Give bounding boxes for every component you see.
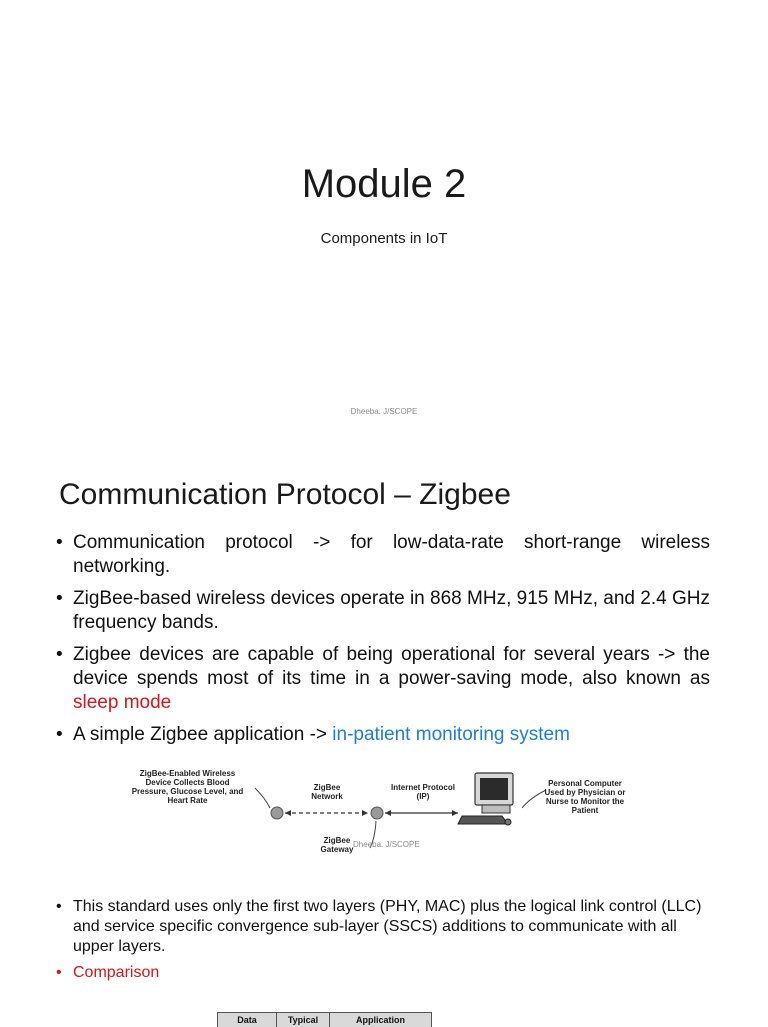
highlight-text: sleep mode (73, 692, 172, 713)
zigbee-slide (0, 432, 768, 1024)
slide-title: Communication Protocol – Zigbee (59, 478, 511, 511)
title-slide (0, 0, 768, 432)
bullet-text: This standard uses only the first two layers (PHY, MAC) plus the logical link control (LLC) and service specific convergence sub-layer (SSCS) additions to communicate with all upper layers. (73, 898, 702, 955)
zigbee-diagram (130, 768, 640, 868)
bullet-list-secondary (56, 897, 710, 989)
table-header-cell: Typical (277, 1013, 330, 1027)
slide-footer: Dheeba. J/SCOPE (350, 407, 418, 416)
device-node-icon (271, 807, 283, 819)
bullet-text: Zigbee devices are capable of being operational for several years -> the device spends most of its time in a power-saving mode, also known as (73, 644, 710, 689)
bullet-text: Communication protocol -> for low-data-rate short-range wireless networking. (73, 532, 710, 577)
bullet-item (56, 897, 710, 957)
table-header-cell: Data (218, 1013, 277, 1027)
bullet-text: A simple Zigbee application -> (73, 724, 333, 745)
computer-icon (458, 773, 513, 825)
highlight-text: in-patient monitoring system (332, 724, 570, 745)
bullet-item (56, 531, 710, 579)
comparison-table-header (217, 1012, 432, 1027)
bullet-item (56, 963, 710, 983)
bullet-list (56, 531, 710, 755)
bullet-text: Comparison (73, 964, 160, 981)
bullet-item (56, 643, 710, 715)
device-label: ZigBee-Enabled Wireless Device Collects Blood Pressure, Glucose Level, and Heart Rate (131, 769, 244, 805)
bullet-item (56, 723, 710, 747)
bullet-item (56, 587, 710, 635)
ip-label: Internet Protocol (IP) (390, 783, 455, 801)
bullet-text: ZigBee-based wireless devices operate in 868 MHz, 915 MHz, and 2.4 GHz frequency bands. (73, 588, 710, 633)
gateway-label: ZigBee Gateway (320, 836, 354, 854)
slide-title: Module 2 (301, 162, 467, 206)
gateway-node-icon (371, 807, 383, 819)
network-label: ZigBee Network (311, 783, 343, 801)
slide-subtitle: Components in IoT (320, 230, 448, 247)
table-header-cell: Application (356, 1015, 405, 1025)
pc-label: Personal Computer Used by Physician or Nurse to Monitor the Patient (544, 779, 626, 815)
slide-footer: Dheeba. J/SCOPE (353, 840, 420, 849)
